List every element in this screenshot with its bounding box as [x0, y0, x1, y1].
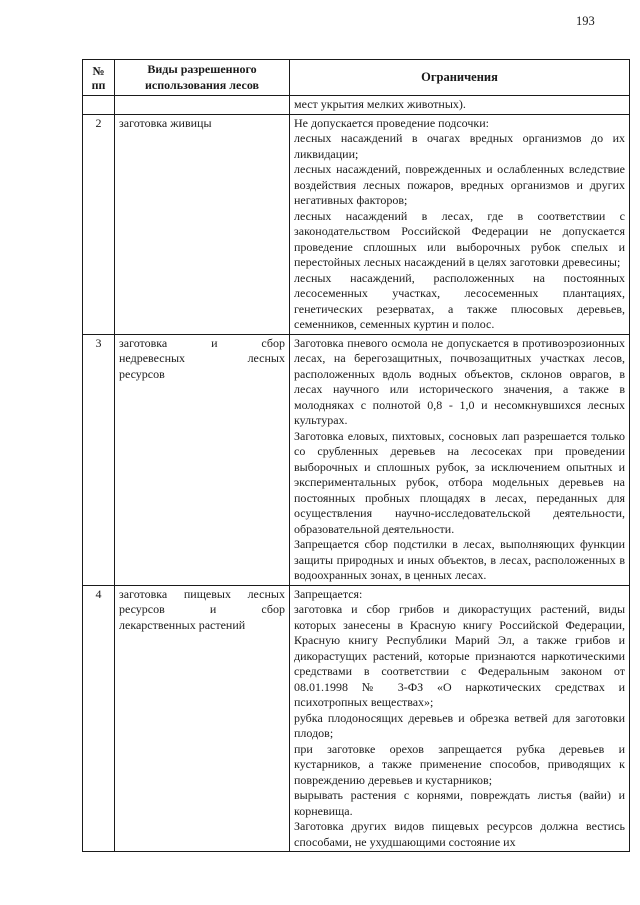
row-number: 3	[83, 334, 115, 585]
table-header-row	[83, 60, 630, 96]
cell-continuation-restrictions: мест укрытия мелких животных).	[290, 96, 630, 115]
kind-line: ресурсов и сбор	[119, 602, 285, 616]
kind-line: ресурсов	[119, 366, 165, 381]
table-row	[83, 334, 630, 585]
header-restrictions: Ограничения	[290, 60, 630, 96]
row-number: 2	[83, 114, 115, 334]
restriction-paragraph: Заготовка пневого осмола не допускается в противоэрозионных лесах, на берегозащитных, почвозащитных участках лесов, расположенных вдоль водных объектов, склонов оврагов, в лесах научного или исторического значения, а также в молодняках с полнотой 0,8 - 1,0 и несомкнувшихся лесных культурах.	[294, 335, 625, 427]
page-number: 193	[576, 14, 595, 28]
cell-continuation-num	[83, 96, 115, 115]
row-kind	[115, 114, 290, 334]
restriction-paragraph: Запрещается сбор подстилки в лесах, выполняющих функции защиты природных и иных объектов, в лесах, расположенных в водоохранных зонах, в ценных лесах.	[294, 537, 625, 582]
row-restrictions	[290, 114, 630, 334]
restriction-paragraph: лесных насаждений, расположенных на постоянных лесосеменных участках, лесосеменных плантациях, генетических резерватах, а также плюсовых деревьев, семенников, семенных куртин и полос.	[294, 270, 625, 331]
row-kind	[115, 585, 290, 852]
header-kind: Виды разрешенного использования лесов	[115, 60, 290, 96]
table-row-continuation	[83, 96, 630, 115]
row-kind	[115, 334, 290, 585]
restriction-paragraph: при заготовке орехов запрещается рубка деревьев и кустарников, а также применение способов, приводящих к повреждению деревьев и кустарников;	[294, 741, 625, 787]
kind-line: недревесных лесных	[119, 351, 285, 365]
header-number: № пп	[83, 60, 115, 96]
restriction-paragraph: Заготовка еловых, пихтовых, сосновых лап разрешается только со срубленных деревьев на лесосеках при проведении выборочных и сплошных рубок, за исключением опытных и экспериментальных рубок, отбора модельных деревьев на постоянных пробных площадях в лесах, переданных для осуществления научно-исследовательской деятельности, образовательной деятельности.	[294, 428, 625, 536]
restrictions-table	[82, 59, 630, 852]
kind-line: заготовка и сбор	[119, 335, 285, 350]
row-restrictions	[290, 585, 630, 852]
restriction-paragraph: лесных насаждений в лесах, где в соответствии с законодательством Российской Федерации не допускается проведение сплошных или выборочных рубок спелых и перестойных лесных насаждений в целях заготовки древесины;	[294, 208, 625, 269]
cell-continuation-kind	[115, 96, 290, 115]
restriction-paragraph: Запрещается:	[294, 586, 363, 601]
restriction-paragraph: заготовка и сбор грибов и дикорастущих растений, виды которых занесены в Красную книгу Российской Федерации, Красную книгу Республики Марий Эл, а также грибов и дикорастущих растений, которые признаются наркотическими средствами в соответствии с Федеральным законом от 08.01.1998 № 3-ФЗ «О наркотических средствах и психотропных веществах»;	[294, 602, 625, 709]
restriction-paragraph: рубка плодоносящих деревьев и обрезка ветвей для заготовки плодов;	[294, 710, 625, 740]
restriction-paragraph: Заготовка других видов пищевых ресурсов должна вестись способами, не ухудшающими состояние их	[294, 819, 625, 849]
kind-line: заготовка пищевых лесных	[119, 586, 285, 601]
row-restrictions	[290, 334, 630, 585]
table-row	[83, 585, 630, 852]
restriction-paragraph: вырывать растения с корнями, повреждать листья (вайи) и корневища.	[294, 788, 625, 818]
row-number: 4	[83, 585, 115, 852]
restriction-paragraph: лесных насаждений, поврежденных и ослабленных вследствие воздействия лесных пожаров, вредных организмов и других негативных факторов;	[294, 162, 625, 207]
restriction-paragraph: лесных насаждений в очагах вредных организмов до их ликвидации;	[294, 131, 625, 161]
restriction-paragraph: Не допускается проведение подсочки:	[294, 115, 489, 130]
kind-line: лекарственных растений	[119, 617, 246, 632]
table-row	[83, 114, 630, 334]
kind-line: заготовка живицы	[119, 115, 212, 130]
